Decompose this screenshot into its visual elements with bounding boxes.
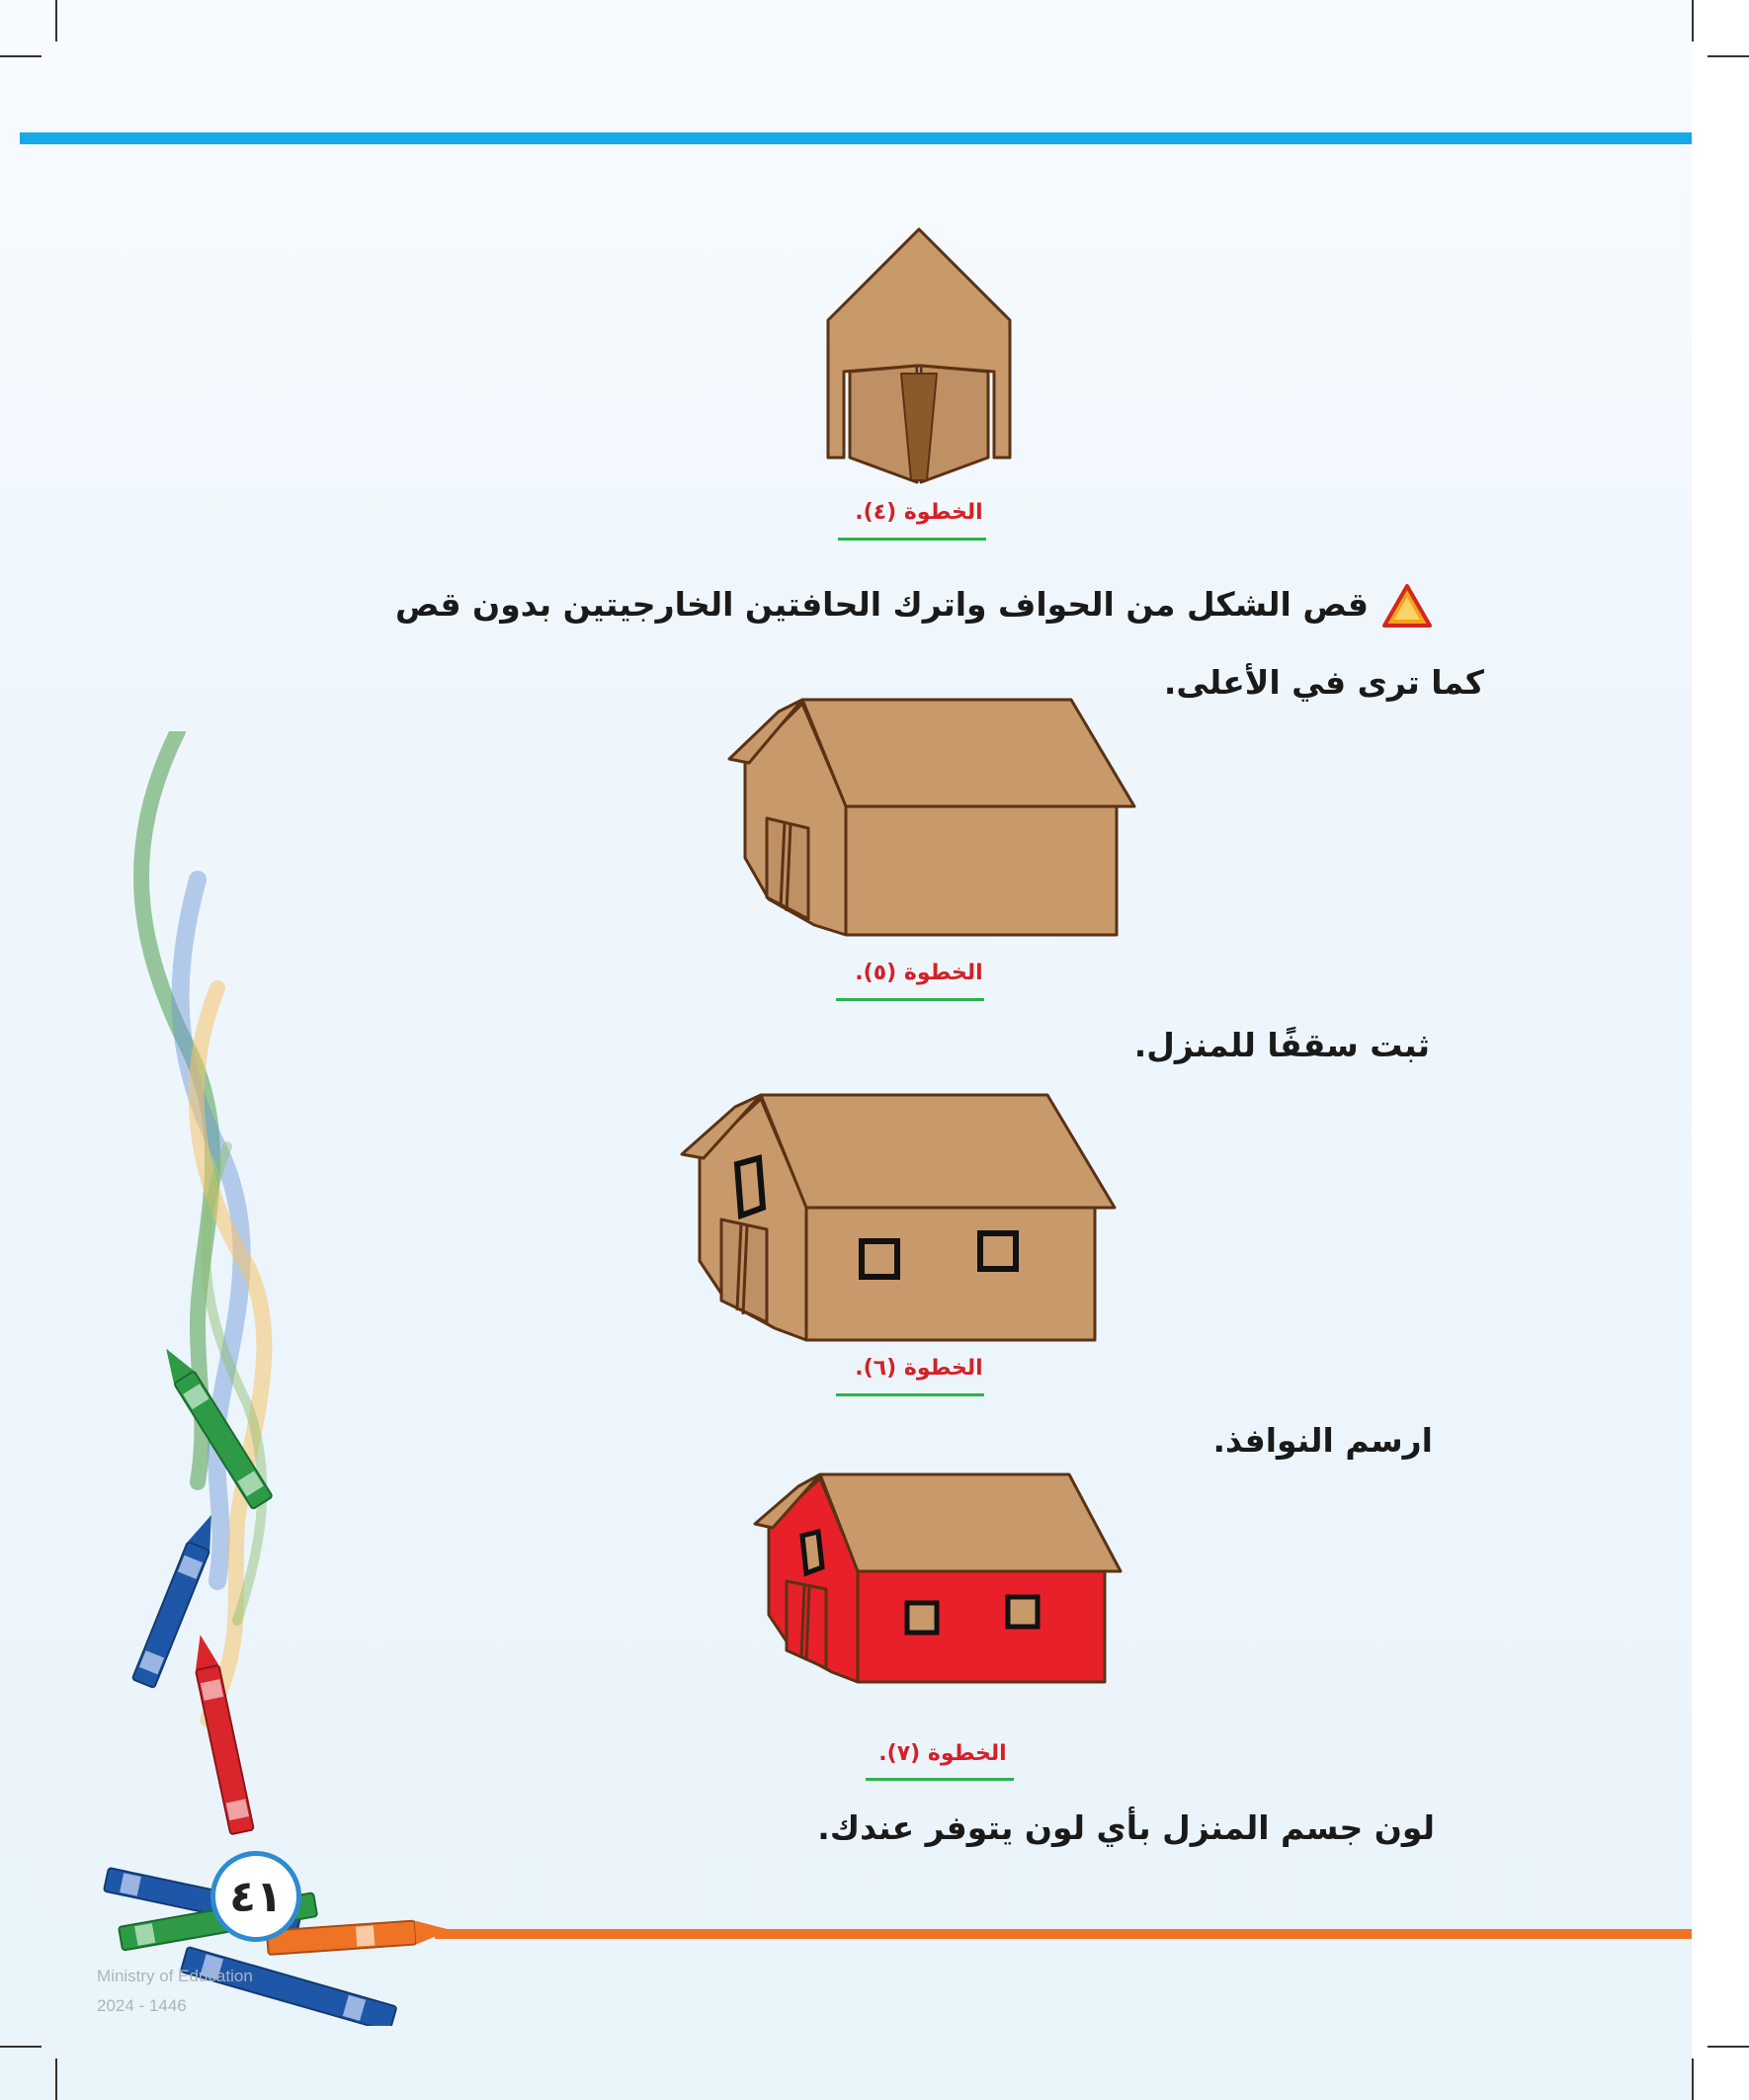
step-6-caption: الخطوة (٦). <box>855 1356 983 1381</box>
crop-mark <box>1692 2058 1694 2100</box>
crop-mark <box>0 55 42 57</box>
step-4-instruction-line-1: قص الشكل من الحواف واترك الحافتين الخارجيتين بدون قص <box>394 585 1369 624</box>
crop-mark <box>1707 55 1749 57</box>
step-7-caption: الخطوة (٧). <box>878 1741 1007 1766</box>
warning-triangle-icon <box>1381 583 1433 629</box>
step-5-instruction: ثبت سقفًا للمنزل. <box>1133 1026 1430 1064</box>
top-rule <box>20 132 1692 144</box>
page-number-badge <box>210 1851 301 1942</box>
step-5-caption-underline <box>836 998 984 1001</box>
crop-mark <box>55 2058 57 2100</box>
step-6-caption-underline <box>836 1393 984 1396</box>
step-4-instruction-line-2: كما ترى في الأعلى. <box>1163 663 1484 702</box>
ministry-label: Ministry of Education <box>97 1967 253 1985</box>
step-4-caption: الخطوة (٤). <box>855 500 983 525</box>
step-4-illustration <box>820 225 1018 486</box>
crop-mark <box>1707 2046 1749 2048</box>
bottom-rule <box>435 1929 1692 1939</box>
step-7-instruction: لون جسم المنزل بأي لون يتوفر عندك. <box>817 1808 1435 1847</box>
step-5-illustration <box>719 692 1138 939</box>
crop-mark <box>55 0 57 42</box>
step-7-illustration <box>747 1467 1124 1686</box>
page-number: ٤١ <box>229 1871 283 1922</box>
step-6-illustration <box>672 1085 1121 1344</box>
crop-mark <box>1692 0 1694 42</box>
crop-mark <box>0 2046 42 2048</box>
step-4-caption-underline <box>838 538 986 541</box>
step-6-instruction: ارسم النوافذ. <box>1212 1421 1433 1460</box>
crayons-decoration <box>79 731 474 2026</box>
step-5-caption: الخطوة (٥). <box>855 961 983 985</box>
step-7-caption-underline <box>866 1778 1014 1781</box>
year-label: 2024 - 1446 <box>97 1996 187 2015</box>
